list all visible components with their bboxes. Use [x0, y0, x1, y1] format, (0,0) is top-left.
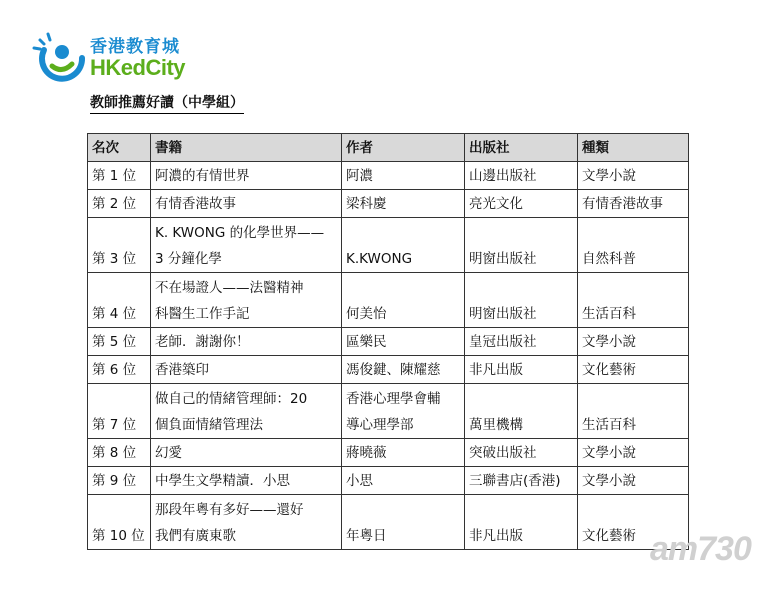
table-row: [88, 384, 689, 439]
rank-cell: 第 5 位: [88, 328, 151, 356]
table-row: [88, 190, 689, 218]
book-title-cell: [151, 273, 342, 328]
publisher-cell: 明窗出版社: [465, 218, 578, 273]
column-header-category: 種類: [578, 134, 689, 162]
category-cell: 生活百科: [578, 273, 689, 328]
book-title-cell-line: 科醫生工作手記: [155, 306, 250, 322]
rank-cell: 第 7 位: [88, 384, 151, 439]
author-cell-line: 區樂民: [346, 334, 387, 350]
category-cell: 文學小說: [578, 162, 689, 190]
hkedcity-logo: [32, 30, 212, 86]
author-cell-line: 蔣曉薇: [346, 445, 387, 461]
publisher-cell: 明窗出版社: [465, 273, 578, 328]
author-cell: [342, 328, 465, 356]
book-title-cell-line: 有情香港故事: [155, 196, 236, 212]
book-title-cell-line: 我們有廣東歌: [155, 528, 236, 544]
publisher-cell: 非凡出版: [465, 356, 578, 384]
publisher-cell: 山邊出版社: [465, 162, 578, 190]
book-title-cell: [151, 439, 342, 467]
author-cell: [342, 495, 465, 550]
publisher-cell: 萬里機構: [465, 384, 578, 439]
publisher-cell: 非凡出版: [465, 495, 578, 550]
author-cell: [342, 162, 465, 190]
table-row: [88, 162, 689, 190]
rank-cell: 第 1 位: [88, 162, 151, 190]
book-title-cell-line: 做自己的情緒管理師：20: [155, 391, 308, 407]
rank-cell: 第 3 位: [88, 218, 151, 273]
table-row: [88, 356, 689, 384]
book-title-cell-line: 3 分鐘化學: [155, 251, 222, 267]
category-cell: 文學小說: [578, 328, 689, 356]
table-header-row: [88, 134, 689, 162]
author-cell-line: 何美怡: [346, 306, 387, 322]
author-cell-line: 香港心理學會輔: [346, 391, 441, 407]
book-title-cell: [151, 384, 342, 439]
author-cell-line: 年粵日: [346, 528, 387, 544]
author-cell: [342, 218, 465, 273]
author-cell: [342, 439, 465, 467]
am730-watermark: am730: [650, 530, 751, 568]
publisher-cell: 皇冠出版社: [465, 328, 578, 356]
book-title-cell: [151, 218, 342, 273]
column-header-rank: 名次: [88, 134, 151, 162]
table-row: [88, 218, 689, 273]
logo-chinese-text: 香港教育城: [90, 37, 180, 57]
table-row: [88, 273, 689, 328]
author-cell-line: 馮俊鍵、陳耀慈: [346, 362, 441, 378]
category-cell: 文學小說: [578, 467, 689, 495]
book-title-cell-line: 老師．謝謝你！: [155, 334, 250, 350]
book-title-cell-line: K. KWONG 的化學世界——: [155, 225, 325, 241]
rank-cell: 第 9 位: [88, 467, 151, 495]
column-header-publisher: 出版社: [465, 134, 578, 162]
table-row: [88, 439, 689, 467]
book-title-cell-line: 個負面情緒管理法: [155, 417, 263, 433]
book-title-cell: [151, 356, 342, 384]
author-cell: [342, 467, 465, 495]
book-title-cell: [151, 467, 342, 495]
rank-cell: 第 6 位: [88, 356, 151, 384]
category-cell: 自然科普: [578, 218, 689, 273]
logo-english-text: HKedCity: [90, 55, 186, 80]
book-title-cell-line: 不在場證人——法醫精神: [155, 280, 304, 296]
publisher-cell: 亮光文化: [465, 190, 578, 218]
author-cell-line: K.KWONG: [346, 251, 413, 267]
author-cell: [342, 356, 465, 384]
table-row: [88, 495, 689, 550]
author-cell-line: 小思: [346, 473, 373, 489]
book-title-cell-line: 幻愛: [155, 445, 182, 461]
table-row: [88, 328, 689, 356]
book-title-cell-line: 阿濃的有情世界: [155, 168, 250, 184]
author-cell-line: 阿濃: [346, 168, 373, 184]
category-cell: 文化藝術: [578, 495, 689, 550]
rank-cell: 第 8 位: [88, 439, 151, 467]
book-title-cell: [151, 190, 342, 218]
book-title-cell-line: 香港築印: [155, 362, 209, 378]
hkedcity-logo-icon: [32, 30, 88, 86]
rank-cell: 第 10 位: [88, 495, 151, 550]
book-title-cell-line: 那段年粵有多好——還好: [155, 502, 304, 518]
page-title: 教師推薦好讀（中學組）: [90, 92, 244, 114]
category-cell: 生活百科: [578, 384, 689, 439]
publisher-cell: 三聯書店(香港): [465, 467, 578, 495]
category-cell: 文學小說: [578, 439, 689, 467]
table-row: [88, 467, 689, 495]
book-title-cell: [151, 328, 342, 356]
column-header-book: 書籍: [151, 134, 342, 162]
author-cell: [342, 273, 465, 328]
rank-cell: 第 4 位: [88, 273, 151, 328]
author-cell-line: 導心理學部: [346, 417, 414, 433]
publisher-cell: 突破出版社: [465, 439, 578, 467]
author-cell: [342, 384, 465, 439]
category-cell: 文化藝術: [578, 356, 689, 384]
book-title-cell-line: 中學生文學精讀．小思: [155, 473, 290, 489]
book-title-cell: [151, 495, 342, 550]
author-cell: [342, 190, 465, 218]
column-header-author: 作者: [342, 134, 465, 162]
book-title-cell: [151, 162, 342, 190]
category-cell: 有情香港故事: [578, 190, 689, 218]
book-ranking-table: [87, 133, 689, 550]
rank-cell: 第 2 位: [88, 190, 151, 218]
author-cell-line: 梁科慶: [346, 196, 387, 212]
